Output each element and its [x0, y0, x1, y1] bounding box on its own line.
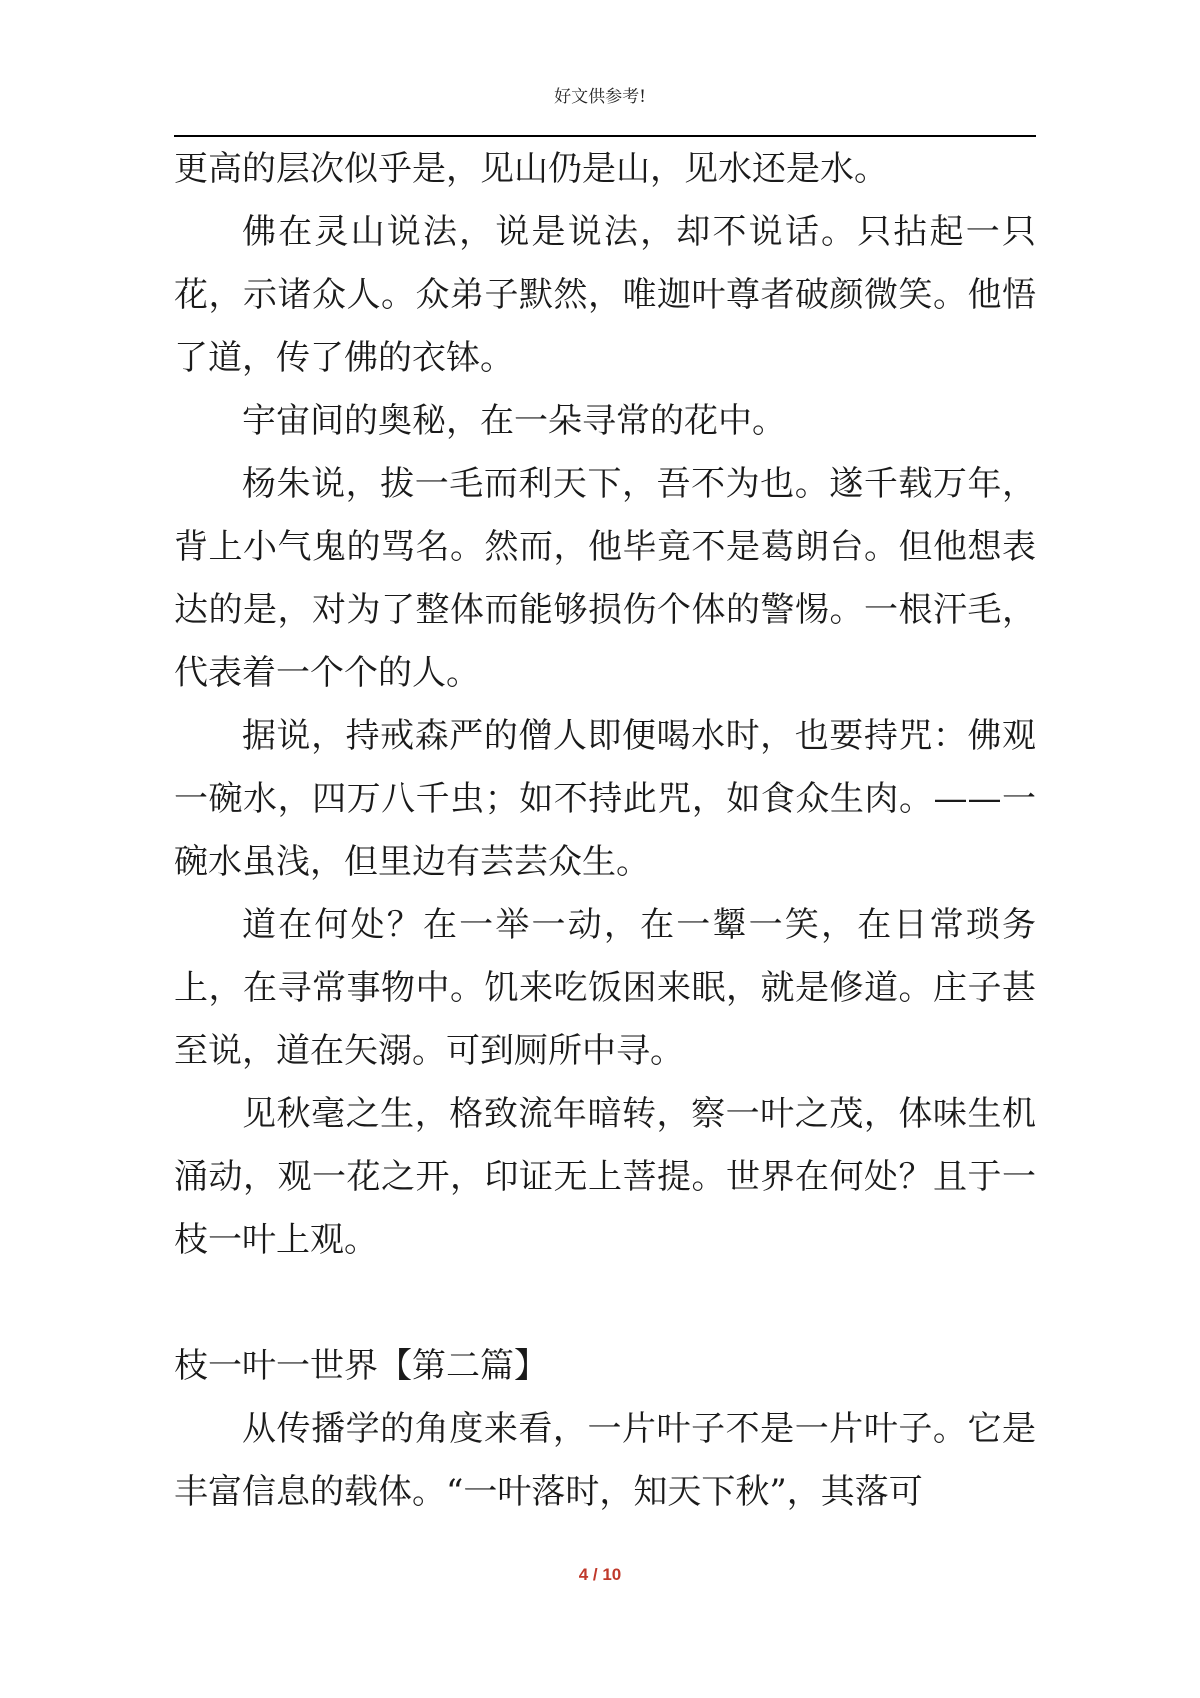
page-header: 好文供参考! [554, 87, 646, 107]
paragraph: 从传播学的角度来看，一片叶子不是一片叶子。它是丰富信息的载体。“一叶落时，知天下秋”，其落可 [174, 1409, 1036, 1512]
blank-line [174, 1272, 1036, 1335]
page-number: 4 / 10 [578, 1565, 622, 1584]
paragraph: 佛在灵山说法，说是说法，却不说话。只拈起一只花，示诸众人。众弟子默然，唯迦叶尊者破颜微笑。他悟了道，传了佛的衣钵。 [174, 212, 1036, 378]
paragraph: 道在何处？在一举一动，在一颦一笑，在日常琐务上，在寻常事物中。饥来吃饭困来眠，就是修道。庄子甚至说，道在矢溺。可到厕所中寻。 [174, 905, 1036, 1071]
paragraph: 杨朱说，拔一毛而利天下，吾不为也。遂千载万年，背上小气鬼的骂名。然而，他毕竟不是葛朗台。但他想表达的是，对为了整体而能够损伤个体的警惕。一根汗毛，代表着一个个的人。 [174, 464, 1036, 693]
header-divider [174, 135, 1036, 137]
section-heading: 枝一叶一世界【第二篇】 [174, 1346, 548, 1386]
document-body [174, 138, 1036, 1524]
paragraph: 据说，持戒森严的僧人即便喝水时，也要持咒：佛观一碗水，四万八千虫；如不持此咒，如食众生肉。——一碗水虽浅，但里边有芸芸众生。 [174, 716, 1036, 882]
paragraph: 宇宙间的奥秘，在一朵寻常的花中。 [242, 401, 786, 441]
paragraph: 见秋毫之生，格致流年暗转，察一叶之茂，体味生机涌动，观一花之开，印证无上菩提。世界在何处？且于一枝一叶上观。 [174, 1094, 1036, 1260]
paragraph: 更高的层次似乎是，见山仍是山，见水还是水。 [174, 149, 888, 189]
